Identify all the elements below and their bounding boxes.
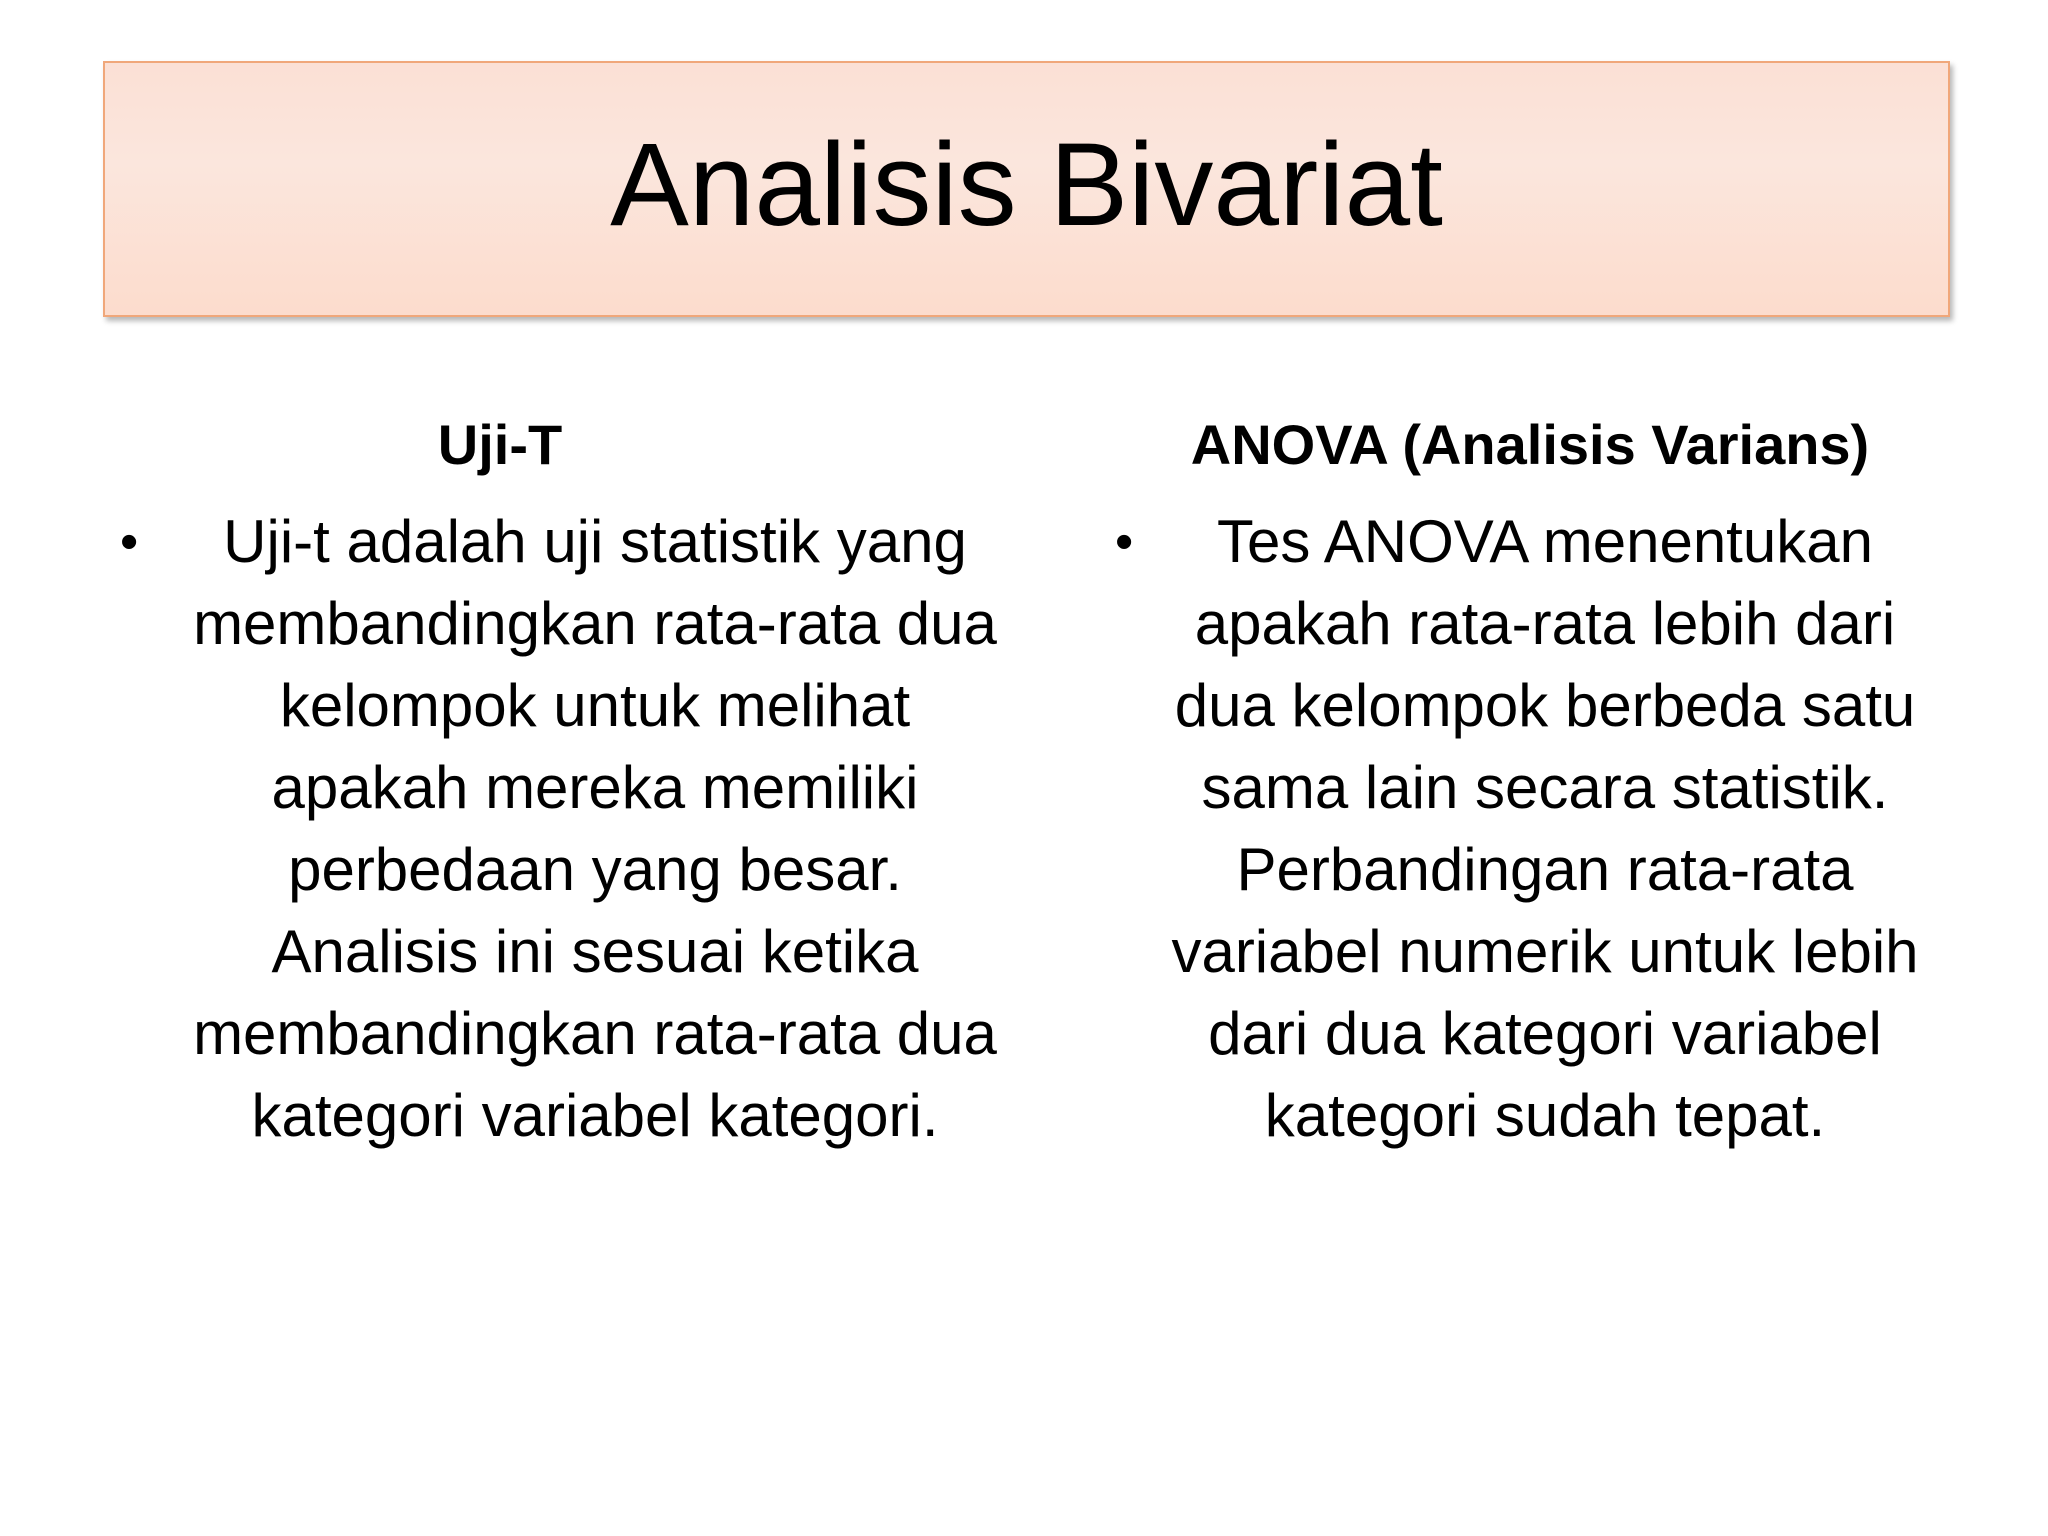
bullet-text-anova: Tes ANOVA menentukan apakah rata-rata lebih dari dua kelompok berbeda satu sama lain secara statistik. Perbandingan rata-rata variabel numerik untuk lebih dari dua kategori variabel kategori sudah tepat. (1171, 508, 1919, 1149)
bullet-icon: • (1115, 513, 1134, 571)
slide-title: Analisis Bivariat (610, 119, 1443, 251)
column-uji-t (120, 405, 1000, 1157)
column-heading-uji-t: Uji-T (437, 413, 563, 476)
bullet-icon: • (120, 513, 139, 571)
bullet-text-uji-t: Uji-t adalah uji statistik yang membandingkan rata-rata dua kelompok untuk melihat apakah mereka memiliki perbedaan yang besar. Analisis ini sesuai ketika membandingkan rata-rata dua kategori variabel kategori. (193, 508, 997, 1149)
column-heading-anova: ANOVA (Analisis Varians) (1190, 413, 1870, 476)
bullet-item-uji-t (120, 501, 1000, 1157)
title-box (103, 61, 1950, 317)
column-anova (1115, 405, 1945, 1157)
bullet-item-anova (1115, 501, 1945, 1157)
